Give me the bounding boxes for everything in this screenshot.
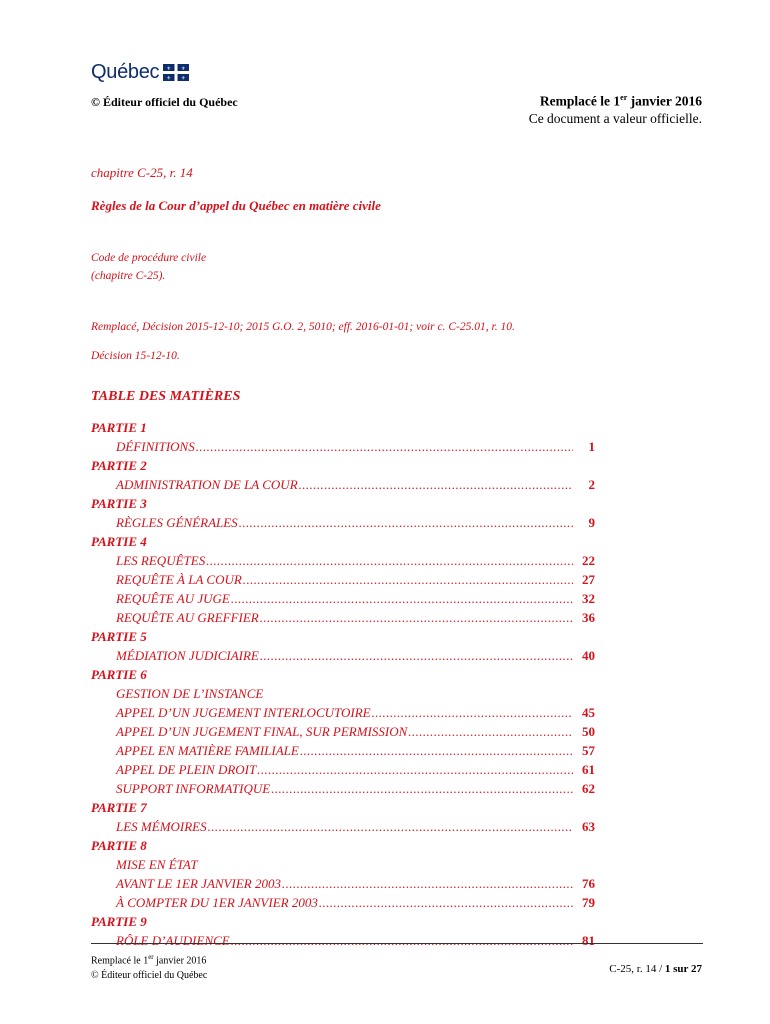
toc-dot-leader — [282, 874, 573, 893]
toc-entry-title[interactable]: APPEL EN MATIÈRE FAMILIALE — [116, 743, 299, 758]
toc-entry-title[interactable]: MÉDIATION JUDICIAIRE — [116, 648, 259, 663]
toc-part-label: PARTIE 7 — [91, 800, 147, 815]
toc-part-label: PARTIE 5 — [91, 629, 147, 644]
toc-entry[interactable] — [91, 608, 595, 627]
code-line: (chapitre C-25). — [91, 270, 166, 282]
svg-text:⚜: ⚜ — [166, 75, 172, 81]
toc-dot-leader — [260, 646, 573, 665]
toc-page-number[interactable]: 1 — [588, 439, 595, 454]
toc-entry-title[interactable]: APPEL D’UN JUGEMENT FINAL, SUR PERMISSION — [116, 724, 408, 739]
toc-dot-leader — [271, 779, 573, 798]
toc-entry-title[interactable]: RÈGLES GÉNÉRALES — [116, 515, 238, 530]
toc-part-label: PARTIE 3 — [91, 496, 147, 511]
toc-entry-title[interactable]: REQUÊTE À LA COUR — [116, 572, 242, 587]
toc-page-number[interactable]: 22 — [582, 553, 595, 568]
toc-entry-title[interactable]: APPEL DE PLEIN DROIT — [116, 762, 257, 777]
toc-subheading: GESTION DE L’INSTANCE — [116, 686, 264, 701]
toc-entry-title[interactable]: ADMINISTRATION DE LA COUR — [116, 477, 298, 492]
toc-part-label: PARTIE 6 — [91, 667, 147, 682]
toc-entry[interactable] — [91, 741, 595, 760]
toc-entry[interactable] — [91, 646, 595, 665]
toc-entry[interactable] — [91, 513, 595, 532]
toc-page-number[interactable]: 2 — [588, 477, 595, 492]
toc-entry[interactable] — [91, 931, 595, 950]
svg-text:⚜: ⚜ — [181, 66, 186, 72]
svg-text:⚜: ⚜ — [181, 75, 186, 81]
footer-replacement-date: Remplacé le 1er janvier 2016 — [91, 953, 207, 967]
toc-part-label: PARTIE 9 — [91, 914, 147, 929]
toc-entry-title[interactable]: APPEL D’UN JUGEMENT INTERLOCUTOIRE — [116, 705, 371, 720]
page-number: 1 sur 27 — [664, 963, 702, 975]
toc-entry-title[interactable]: RÔLE D’AUDIENCE — [116, 933, 230, 948]
replacement-date: Remplacé le 1er janvier 2016 — [539, 93, 702, 109]
toc-page-number[interactable]: 81 — [582, 933, 595, 948]
toc-subheading: MISE EN ÉTAT — [116, 857, 198, 872]
toc-page-number[interactable]: 36 — [582, 610, 595, 625]
enabling-code — [91, 249, 206, 285]
toc-entry[interactable] — [91, 703, 595, 722]
code-line: Code de procédure civile — [91, 252, 207, 264]
toc-page-number[interactable]: 40 — [582, 648, 595, 663]
toc-entry-title[interactable]: SUPPORT INFORMATIQUE — [116, 781, 271, 796]
toc-entry[interactable] — [91, 589, 595, 608]
toc-page-number[interactable]: 32 — [582, 591, 595, 606]
toc-entry[interactable] — [91, 893, 595, 912]
toc-dot-leader — [196, 437, 573, 456]
toc-dot-leader — [299, 475, 573, 494]
toc-entry[interactable] — [91, 722, 595, 741]
toc-dot-leader — [257, 760, 573, 779]
toc-dot-leader — [231, 589, 573, 608]
toc-entry-title[interactable]: REQUÊTE AU JUGE — [116, 591, 230, 606]
footer-page-ref: C-25, r. 14 / 1 sur 27 — [609, 963, 702, 975]
toc-entry-title[interactable]: LES MÉMOIRES — [116, 819, 207, 834]
footer-left — [91, 950, 207, 983]
toc-dot-leader — [300, 741, 573, 760]
toc-dot-leader — [206, 551, 573, 570]
svg-text:⚜: ⚜ — [166, 66, 172, 72]
toc-part-label: PARTIE 8 — [91, 838, 147, 853]
toc-page-number[interactable]: 76 — [582, 876, 595, 891]
toc-page-number[interactable]: 9 — [588, 515, 595, 530]
decision-note: Décision 15-12-10. — [91, 350, 180, 362]
toc-dot-leader — [260, 608, 573, 627]
toc-entry[interactable] — [91, 551, 595, 570]
toc-part-label: PARTIE 2 — [91, 458, 147, 473]
toc-page-number[interactable]: 63 — [582, 819, 595, 834]
toc-part-label: PARTIE 4 — [91, 534, 147, 549]
status-header — [529, 93, 702, 127]
toc-page-number[interactable]: 50 — [582, 724, 595, 739]
toc-page-number[interactable]: 27 — [582, 572, 595, 587]
footer-divider — [91, 943, 703, 944]
toc-page-number[interactable]: 62 — [582, 781, 595, 796]
toc-entry[interactable] — [91, 437, 595, 456]
toc-entry-title[interactable]: AVANT LE 1ER JANVIER 2003 — [116, 876, 281, 891]
toc-dot-leader — [319, 893, 573, 912]
toc-dot-leader — [239, 513, 573, 532]
toc-entry-title[interactable]: À COMPTER DU 1ER JANVIER 2003 — [116, 895, 318, 910]
official-value-note: Ce document a valeur officielle. — [528, 110, 702, 126]
toc-page-number[interactable]: 79 — [582, 895, 595, 910]
toc-entry[interactable] — [91, 475, 595, 494]
toc-part-label: PARTIE 1 — [91, 420, 147, 435]
toc-entry-title[interactable]: REQUÊTE AU GREFFIER — [116, 610, 259, 625]
toc-dot-leader — [243, 570, 573, 589]
toc-entry-title[interactable]: LES REQUÊTES — [116, 553, 206, 568]
toc-entry[interactable] — [91, 874, 595, 893]
toc-page-number[interactable]: 61 — [582, 762, 595, 777]
toc-page-number[interactable]: 45 — [582, 705, 595, 720]
toc-heading: TABLE DES MATIÈRES — [91, 389, 241, 404]
chapter-reference: chapitre C-25, r. 14 — [91, 165, 193, 180]
toc-entry[interactable] — [91, 779, 595, 798]
table-of-contents — [91, 418, 595, 950]
toc-entry[interactable] — [91, 760, 595, 779]
footer-publisher: © Éditeur officiel du Québec — [91, 970, 208, 982]
replaced-note: Remplacé, Décision 2015-12-10; 2015 G.O. 2, 5010; eff. 2016-01-01; voir c. C-25.01, r. 10. — [91, 321, 515, 333]
toc-entry[interactable] — [91, 817, 595, 836]
toc-dot-leader — [408, 722, 573, 741]
toc-entry-title[interactable]: DÉFINITIONS — [116, 439, 195, 454]
publisher-header: © Éditeur officiel du Québec — [91, 95, 238, 109]
document-title: Règles de la Cour d’appel du Québec en matière civile — [91, 198, 381, 213]
toc-entry[interactable] — [91, 570, 595, 589]
quebec-flag-icon — [163, 64, 189, 81]
toc-dot-leader — [372, 703, 573, 722]
toc-dot-leader — [208, 817, 573, 836]
toc-page-number[interactable]: 57 — [582, 743, 595, 758]
logo-wordmark: Québec — [91, 61, 160, 83]
toc-dot-leader — [231, 931, 573, 950]
quebec-logo — [91, 61, 189, 84]
